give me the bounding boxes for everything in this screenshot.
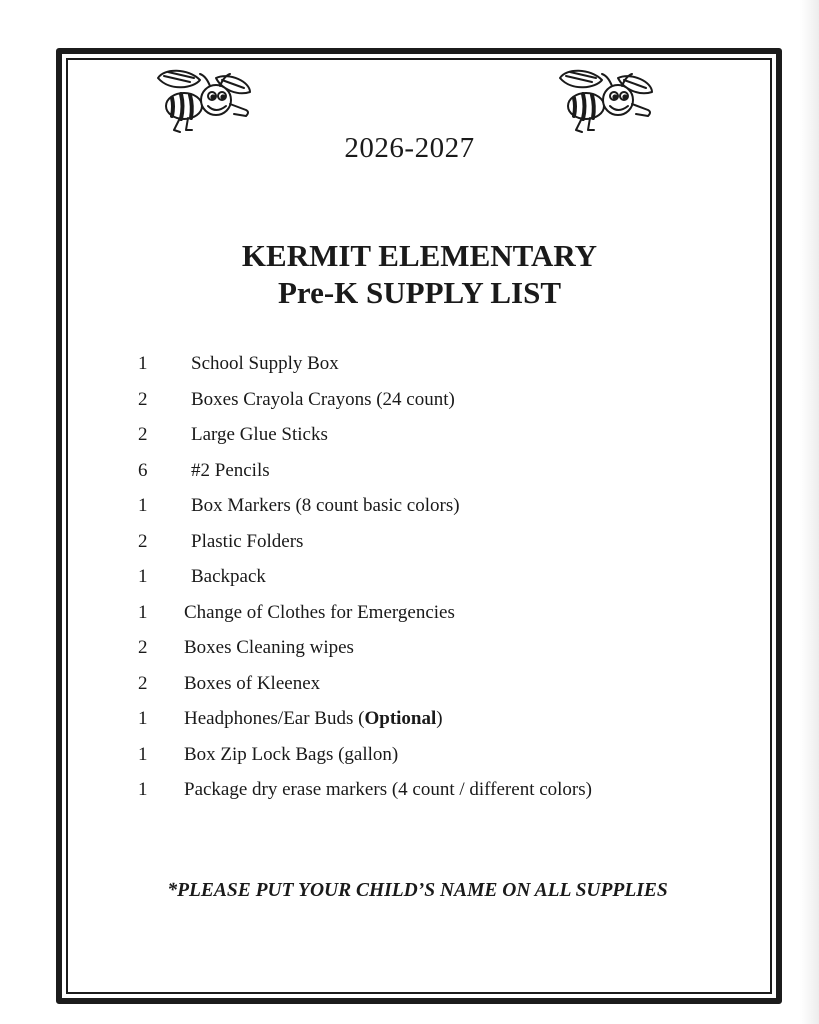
item-quantity: 2 <box>138 424 148 445</box>
item-quantity: 1 <box>138 743 148 765</box>
list-item <box>138 667 698 703</box>
optional-note: Optional <box>364 708 437 729</box>
item-description: Plastic Folders <box>191 530 304 552</box>
item-quantity: 1 <box>138 495 148 516</box>
item-description-text: Headphones/Ear Buds ( <box>184 708 365 729</box>
list-item <box>138 489 698 525</box>
item-quantity: 1 <box>138 566 148 587</box>
item-description: Boxes Crayola Crayons (24 count) <box>191 388 455 410</box>
list-item <box>138 773 698 809</box>
item-description: Boxes Cleaning wipes <box>184 637 354 658</box>
list-item <box>138 525 698 561</box>
item-quantity: 2 <box>138 388 148 410</box>
item-description: Box Markers (8 count basic colors) <box>191 495 460 516</box>
item-quantity: 2 <box>138 637 148 658</box>
item-quantity: 1 <box>138 353 148 374</box>
name-reminder-note: *PLEASE PUT YOUR CHILD’S NAME ON ALL SUPPLIES <box>167 880 668 901</box>
item-quantity: 1 <box>138 708 148 729</box>
list-item <box>138 702 698 738</box>
item-quantity: 2 <box>138 672 148 694</box>
list-item <box>138 383 698 419</box>
item-description: Package dry erase markers (4 count / different colors) <box>184 779 592 800</box>
item-description: Box Zip Lock Bags (gallon) <box>184 743 399 765</box>
school-year: 2026-2027 <box>344 132 475 164</box>
item-description: Change of Clothes for Emergencies <box>184 601 455 623</box>
list-item <box>138 418 698 454</box>
school-name-heading: KERMIT ELEMENTARY <box>241 238 598 273</box>
item-quantity: 1 <box>138 779 148 800</box>
item-quantity: 1 <box>138 601 148 623</box>
item-description: Boxes of Kleenex <box>184 672 321 694</box>
item-description <box>184 702 443 735</box>
list-item <box>138 560 698 596</box>
supply-list-heading: Pre-K SUPPLY LIST <box>277 275 562 310</box>
list-item <box>138 738 698 774</box>
item-description: #2 Pencils <box>191 459 270 481</box>
item-description: School Supply Box <box>191 353 339 374</box>
list-item <box>138 631 698 667</box>
item-description-suffix: ) <box>436 708 443 729</box>
item-description: Backpack <box>191 566 266 587</box>
list-item <box>138 596 698 632</box>
item-quantity: 2 <box>138 530 148 552</box>
item-quantity: 6 <box>138 459 148 481</box>
list-item <box>138 454 698 490</box>
list-item <box>138 347 698 383</box>
supply-list <box>138 347 698 809</box>
item-description: Large Glue Sticks <box>191 424 328 445</box>
